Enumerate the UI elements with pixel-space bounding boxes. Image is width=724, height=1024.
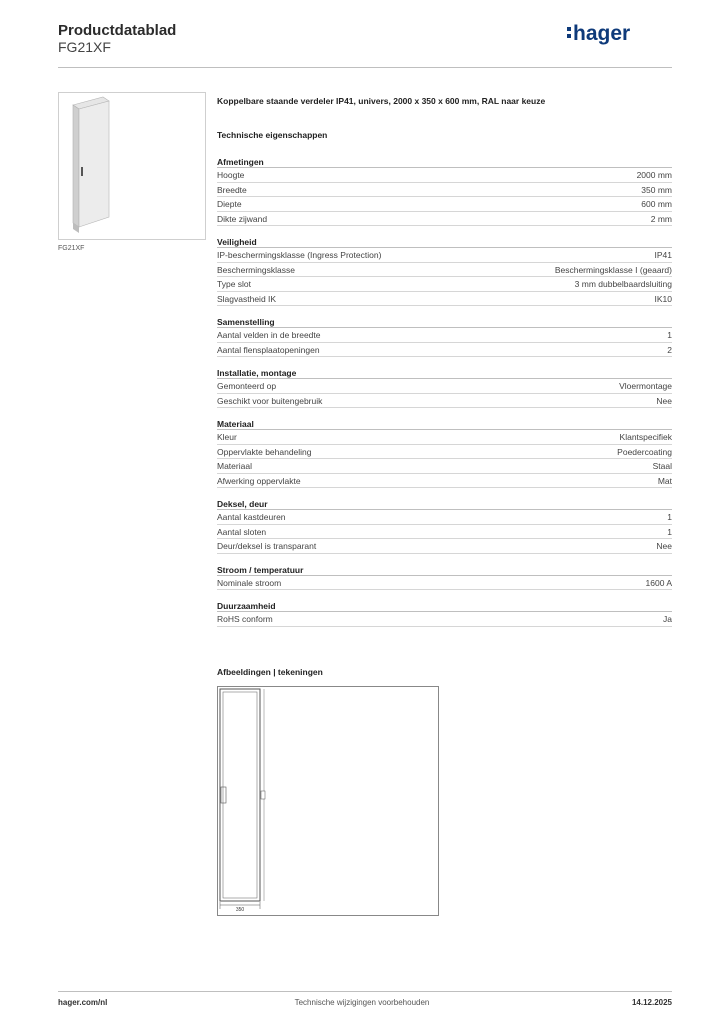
spec-label: IP-beschermingsklasse (Ingress Protection) [217,250,382,260]
spec-panel [217,95,672,637]
spec-section [217,316,672,357]
spec-value: Nee [656,395,672,406]
section-title: Installatie, montage [217,367,672,379]
spec-label: Oppervlakte behandeling [217,446,312,457]
section-title: Duurzaamheid [217,600,672,612]
spec-label: Beschermingsklasse [217,264,295,275]
section-title: Samenstelling [217,316,672,328]
spec-row [217,474,672,489]
spec-value: Beschermingsklasse I (geaard) [554,264,672,275]
spec-row [217,576,672,591]
spec-row [217,183,672,198]
spec-label: Gemonteerd op [217,381,277,391]
tech-heading: Technische eigenschappen [217,130,328,140]
spec-label: Nominale stroom [217,577,282,588]
spec-row [217,168,672,183]
spec-label: Diepte [217,199,242,209]
spec-section [217,367,672,408]
spec-section [217,156,672,226]
section-title: Stroom / temperatuur [217,564,672,576]
spec-label: Aantal velden in de breedte [217,330,321,340]
drawings-title: Afbeeldingen | tekeningen [217,667,323,677]
header-divider [58,67,672,68]
spec-value: IP41 [654,250,672,260]
spec-section [217,236,672,306]
spec-value: Ja [663,614,672,624]
spec-row [217,212,672,227]
section-title: Afmetingen [217,156,672,168]
brand-name: hager [573,22,631,45]
spec-label: Geschikt voor buitengebruik [217,395,323,406]
hager-logo [566,18,658,48]
spec-row [217,445,672,460]
cabinet-drawing-icon [218,687,438,915]
section-title: Veiligheid [217,236,672,248]
spec-section [217,498,672,554]
footer-date: 14.12.2025 [631,998,672,1007]
spec-label: Aantal kastdeuren [217,512,286,522]
spec-label: Aantal sloten [217,526,267,537]
spec-value: 1 [667,526,672,537]
spec-label: Materiaal [217,461,252,471]
spec-value: IK10 [654,293,672,304]
spec-value: 1 [667,512,672,522]
section-title: Deksel, deur [217,498,672,510]
spec-label: Deur/deksel is transparant [217,541,317,551]
spec-value: 350 mm [641,184,672,195]
spec-row [217,612,672,627]
page-title: Productdatablad [58,22,177,39]
spec-row [217,263,672,278]
spec-row [217,510,672,525]
spec-label: Type slot [217,279,252,289]
technical-drawing [217,686,439,916]
spec-value: 2 [667,344,672,355]
spec-value: 2 mm [650,213,672,224]
spec-label: Afwerking oppervlakte [217,475,301,486]
spec-row [217,539,672,554]
spec-label: Breedte [217,184,247,195]
spec-row [217,525,672,540]
spec-row [217,379,672,394]
footer-website[interactable]: hager.com/nl [58,998,108,1007]
product-description: Koppelbare staande verdeler IP41, univers, 2000 x 350 x 600 mm, RAL naar keuze [217,96,546,106]
image-caption: FG21XF [58,245,85,252]
spec-value: 1600 A [645,577,672,588]
spec-value: Mat [657,475,672,486]
spec-row [217,197,672,212]
spec-section [217,564,672,591]
footer-notice: Technische wijzigingen voorbehouden [294,998,430,1007]
spec-row [217,459,672,474]
spec-label: RoHS conform [217,614,273,624]
product-image [58,92,206,240]
section-title: Materiaal [217,418,672,430]
spec-value: 1 [667,330,672,340]
spec-label: Aantal flensplaatopeningen [217,344,320,355]
spec-row [217,248,672,263]
spec-sections [217,156,672,627]
spec-row [217,277,672,292]
spec-label: Kleur [217,432,237,442]
spec-label: Slagvastheid IK [217,293,277,304]
spec-value: Vloermontage [619,381,672,391]
spec-value: Klantspecifiek [619,432,672,442]
spec-row [217,394,672,409]
spec-row [217,430,672,445]
spec-value: Nee [656,541,672,551]
spec-value: Staal [652,461,672,471]
spec-section [217,418,672,488]
spec-value: 3 mm dubbelbaardsluiting [574,279,672,289]
spec-row [217,292,672,307]
footer-divider [58,991,672,992]
spec-row [217,343,672,358]
product-code: FG21XF [58,39,111,55]
cabinet-photo-icon [59,93,205,239]
spec-row [217,328,672,343]
spec-section [217,600,672,627]
spec-value: Poedercoating [617,446,672,457]
width-dimension-label: 350 [235,907,245,913]
spec-label: Hoogte [217,170,245,180]
spec-value: 600 mm [641,199,672,209]
spec-label: Dikte zijwand [217,213,268,224]
spec-value: 2000 mm [636,170,672,180]
